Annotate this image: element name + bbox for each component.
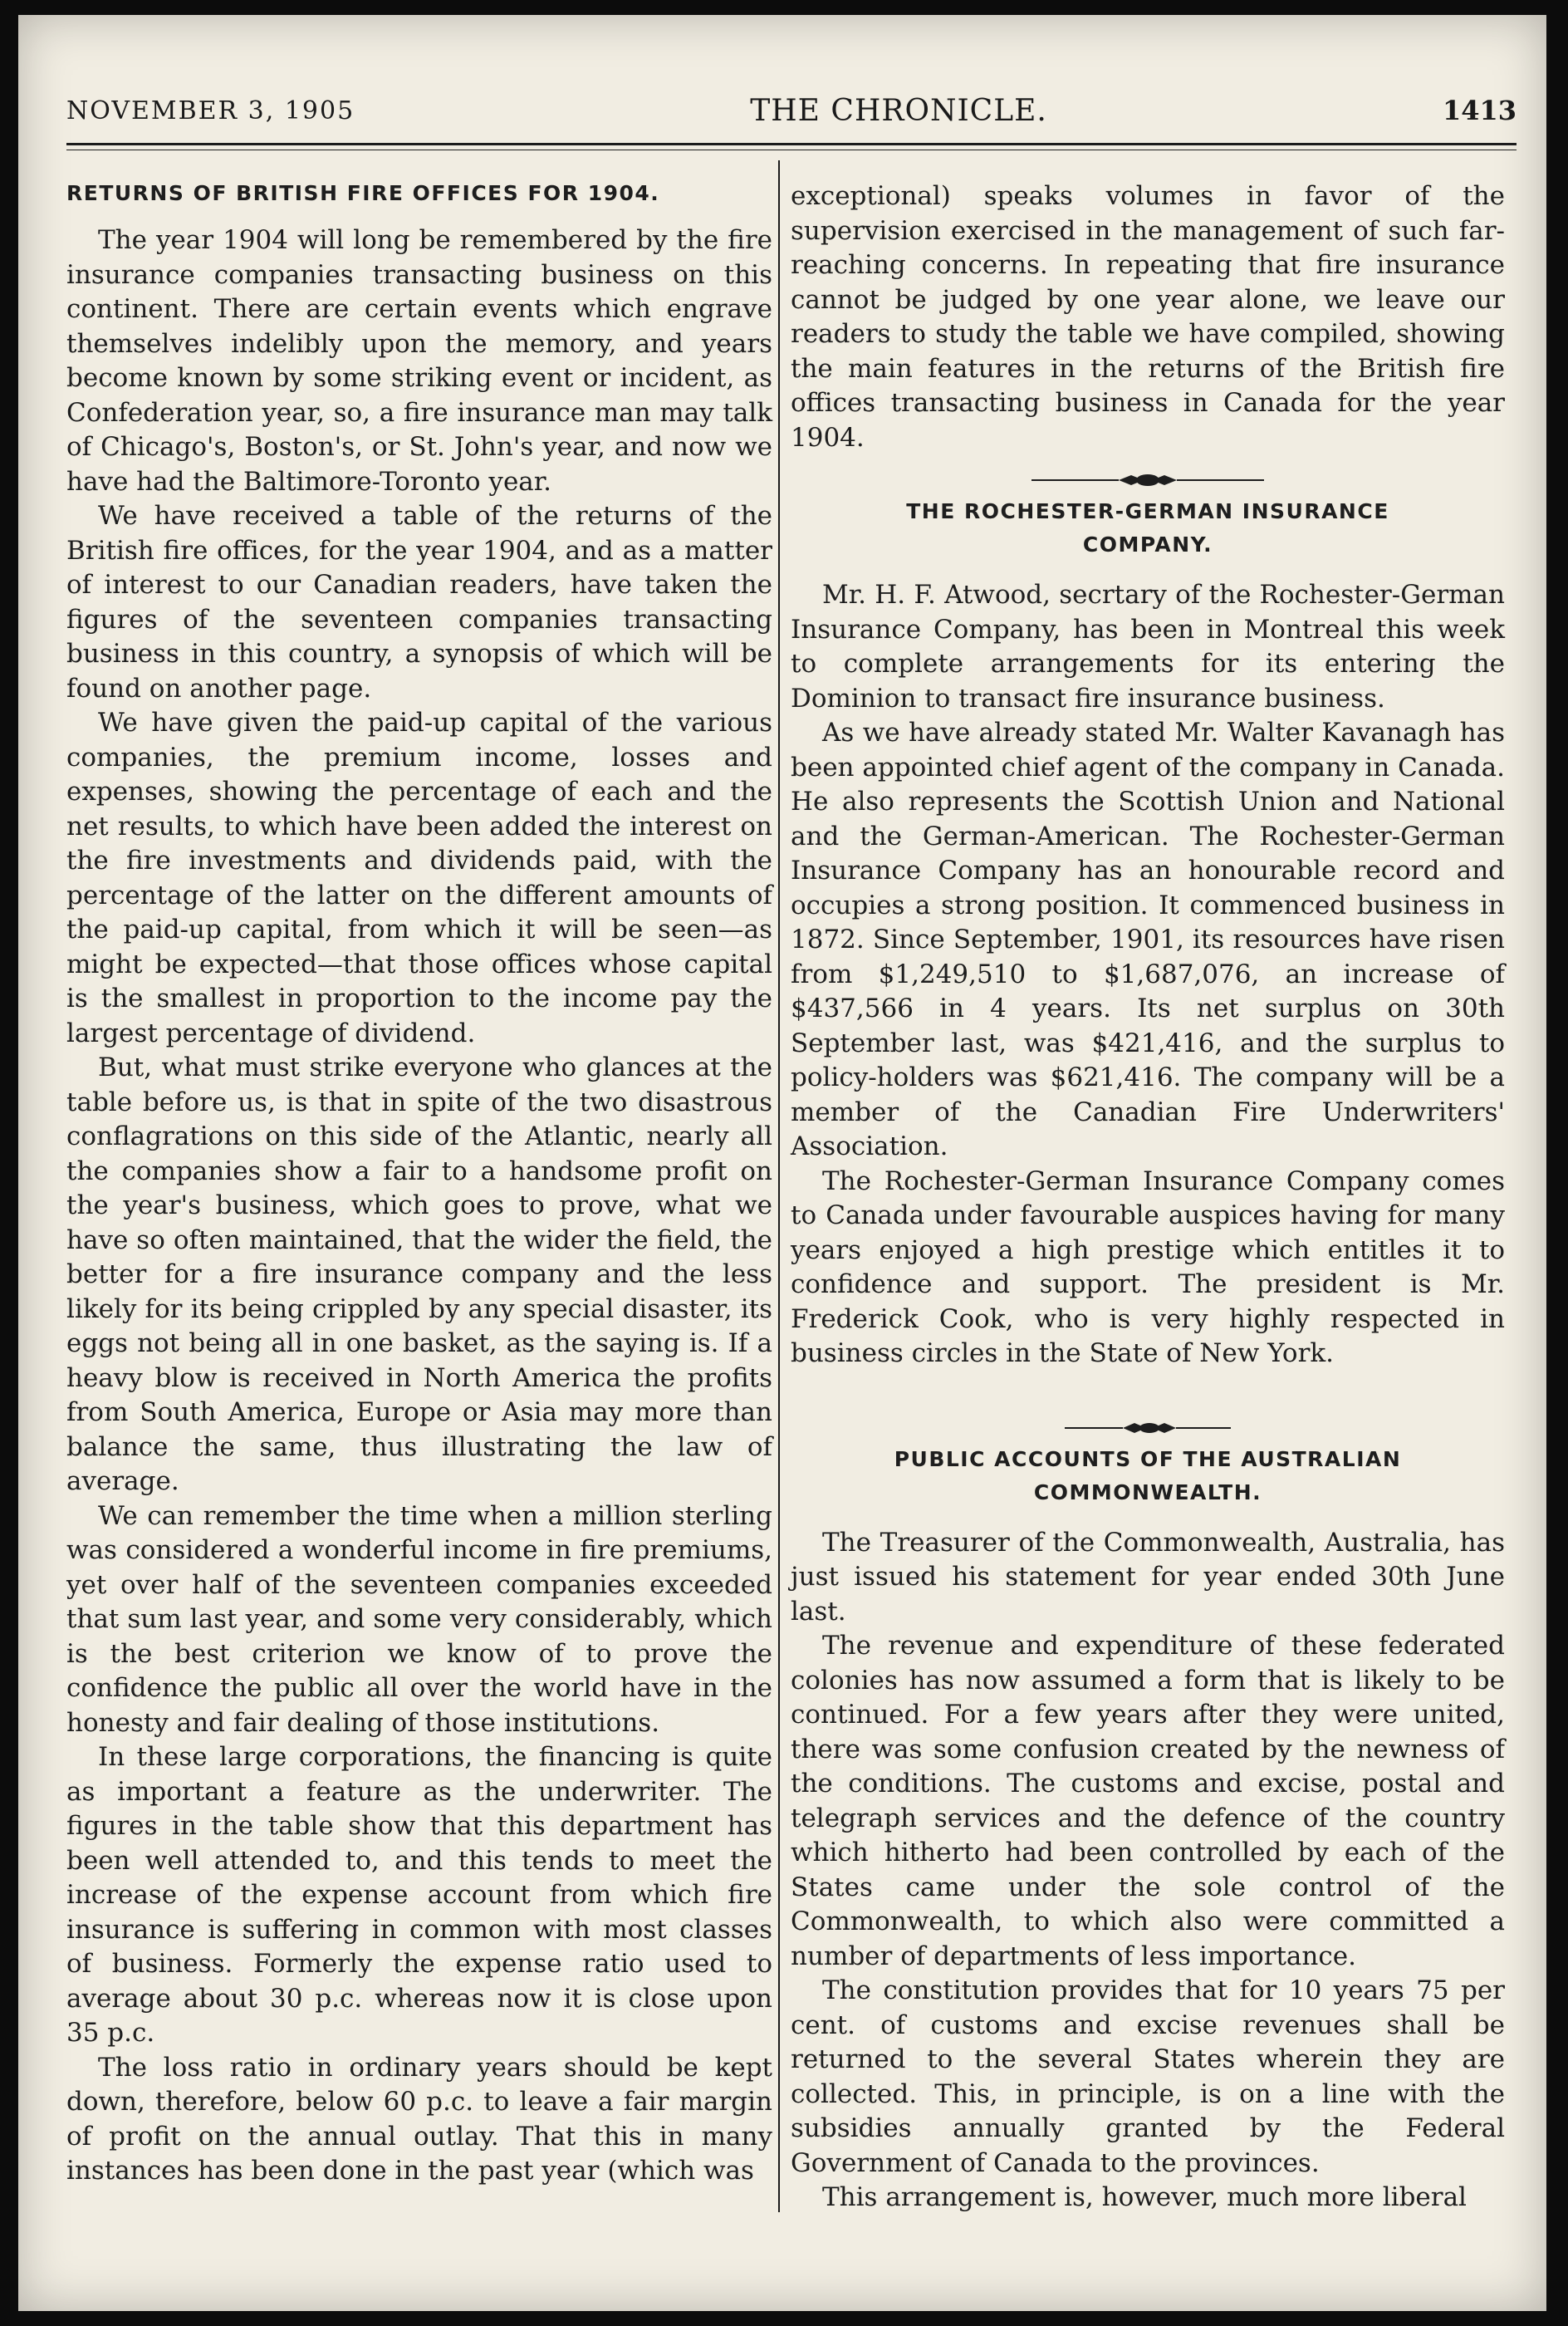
page-header	[66, 81, 1517, 140]
section-divider-ornament	[791, 1411, 1505, 1431]
headline-line: PUBLIC ACCOUNTS OF THE AUSTRALIAN	[894, 1446, 1402, 1471]
page-number: 1413	[1442, 95, 1517, 126]
spacer	[791, 1372, 1505, 1403]
paragraph: The Rochester-German Insurance Company comes to Canada under favourable auspices having for many years enjoyed a high prestige which entitles it to confidence and support. The president is Mr. Frederick Cook, who is very highly respected in business circles in the State of New York.	[791, 1165, 1505, 1368]
paragraph: We have given the paid-up capital of the various companies, the premium income, losses and expenses, showing the percentage of each and the net results, to which have been added the interest on the fire investments and dividends paid, with the percentage of the latter on the different amounts of the paid-up capital, from which it will be seen—as might be expected—that those offices whose capital is the smallest in proportion to the income pay the largest percentage of dividend.	[66, 708, 772, 1048]
issue-date: NOVEMBER 3, 1905	[66, 96, 355, 125]
newspaper-page	[18, 15, 1546, 2311]
paragraph: Mr. H. F. Atwood, secrtary of the Rochester-German Insurance Company, has been in Montreal this week to complete arrangements for its entering the Dominion to transact fire insurance business.	[791, 580, 1505, 714]
paragraph: We can remember the time when a million sterling was considered a wonderful income in fire premiums, yet over half of the seventeen companies exceeded that sum last year, and some very considerably, which is the best criterion we know of to prove the confidence the public all over the world have in the honesty and fair dealing of those institutions.	[66, 1500, 772, 1738]
column-divider	[778, 160, 780, 2212]
paragraph-continued: exceptional) speaks volumes in favor of the supervision exercised in the management of such far-reaching concerns. In repeating that fire insurance cannot be judged by one year alone, we leave our readers to study the table we have compiled, showing the main features in the returns of the British fire offices transacting business in Canada for the year 1904.	[791, 181, 1505, 453]
publication-title: THE CHRONICLE.	[750, 93, 1047, 128]
right-column	[791, 179, 1505, 2261]
section-divider-ornament	[791, 464, 1505, 483]
paragraph: The year 1904 will long be remembered by the fire insurance companies transacting business on this continent. There are certain events which engrave themselves indelibly upon the memory, and years become known by some striking event or incident, as Confederation year, so, a fire insurance man may talk of Chicago's, Boston's, or St. John's year, and now we have had the Baltimore-Toronto year.	[66, 225, 772, 497]
left-column	[66, 177, 772, 2261]
paragraph: The constitution provides that for 10 years 75 per cent. of customs and excise revenues shall be returned to the several States wherein they are collected. This, in principle, is on a line with the subsidies annually granted by the Federal Government of Canada to the provinces.	[791, 1975, 1505, 2178]
paragraph: In these large corporations, the financing is quite as important a feature as the underwriter. The figures in the table show that this department has been well attended to, and this tends to meet the increase of the expense account from which fire insurance is suffering in common with most classes of business. Formerly the expense ratio used to average about 30 p.c. whereas now it is close upon 35 p.c.	[66, 1742, 772, 2048]
paragraph: The revenue and expenditure of these federated colonies has now assumed a form that is likely to be continued. For a few years after they were united, there was some confusion created by the newness of the conditions. The customs and excise, postal and telegraph services and the defence of the country which hitherto had been controlled by each of the States came under the sole control of the Commonwealth, to which also were committed a number of departments of less importance.	[791, 1631, 1505, 1971]
paragraph: The Treasurer of the Commonwealth, Australia, has just issued his statement for year ended 30th June last.	[791, 1527, 1505, 1627]
headline-line: COMMONWEALTH.	[1033, 1480, 1262, 1504]
paragraph: This arrangement is, however, much more liberal	[822, 2182, 1467, 2212]
article-headline-australian-commonwealth	[791, 1443, 1505, 1509]
paragraph: As we have already stated Mr. Walter Kavanagh has been appointed chief agent of the company in Canada. He also represents the Scottish Union and National and the German-American. The Rochester-German Insurance Company has an honourable record and occupies a strong position. It commenced business in 1872. Since September, 1901, its resources have risen from $1,249,510 to $1,687,076, an increase of $437,566 in 4 years. Its net surplus on 30th September last, was $421,416, and the surplus to policy-holders was $621,416. The company will be a member of the Canadian Fire Underwriters' Association.	[791, 718, 1505, 1161]
paragraph: We have received a table of the returns of the British fire offices, for the year 1904, and as a matter of interest to our Canadian readers, have taken the figures of the seventeen companies transacting business in this country, a synopsis of which will be found on another page.	[66, 501, 772, 704]
headline-line: COMPANY.	[1082, 532, 1213, 557]
paragraph: But, what must strike everyone who glances at the table before us, is that in spite of the two disastrous conflagrations on this side of the Atlantic, nearly all the companies show a fair to a handsome profit on the year's business, which goes to prove, what we have so often maintained, that the wider the field, the better for a fire insurance company and the less likely for its being crippled by any special disaster, its eggs not being all in one basket, as the saying is. If a heavy blow is received in North America the profits from South America, Europe or Asia may more than balance the same, thus illustrating the law of average.	[66, 1053, 772, 1496]
paragraph: The loss ratio in ordinary years should be kept down, therefore, below 60 p.c. to leave a fair margin of profit on the annual outlay. That this in many instances has been done in the past year (which was	[66, 2052, 772, 2186]
header-rule-top	[66, 143, 1517, 145]
article-headline-rochester-german	[791, 495, 1505, 562]
headline-line: THE ROCHESTER-GERMAN INSURANCE	[906, 499, 1389, 523]
article-headline-british-fire-offices: RETURNS OF BRITISH FIRE OFFICES FOR 1904.	[66, 181, 660, 205]
